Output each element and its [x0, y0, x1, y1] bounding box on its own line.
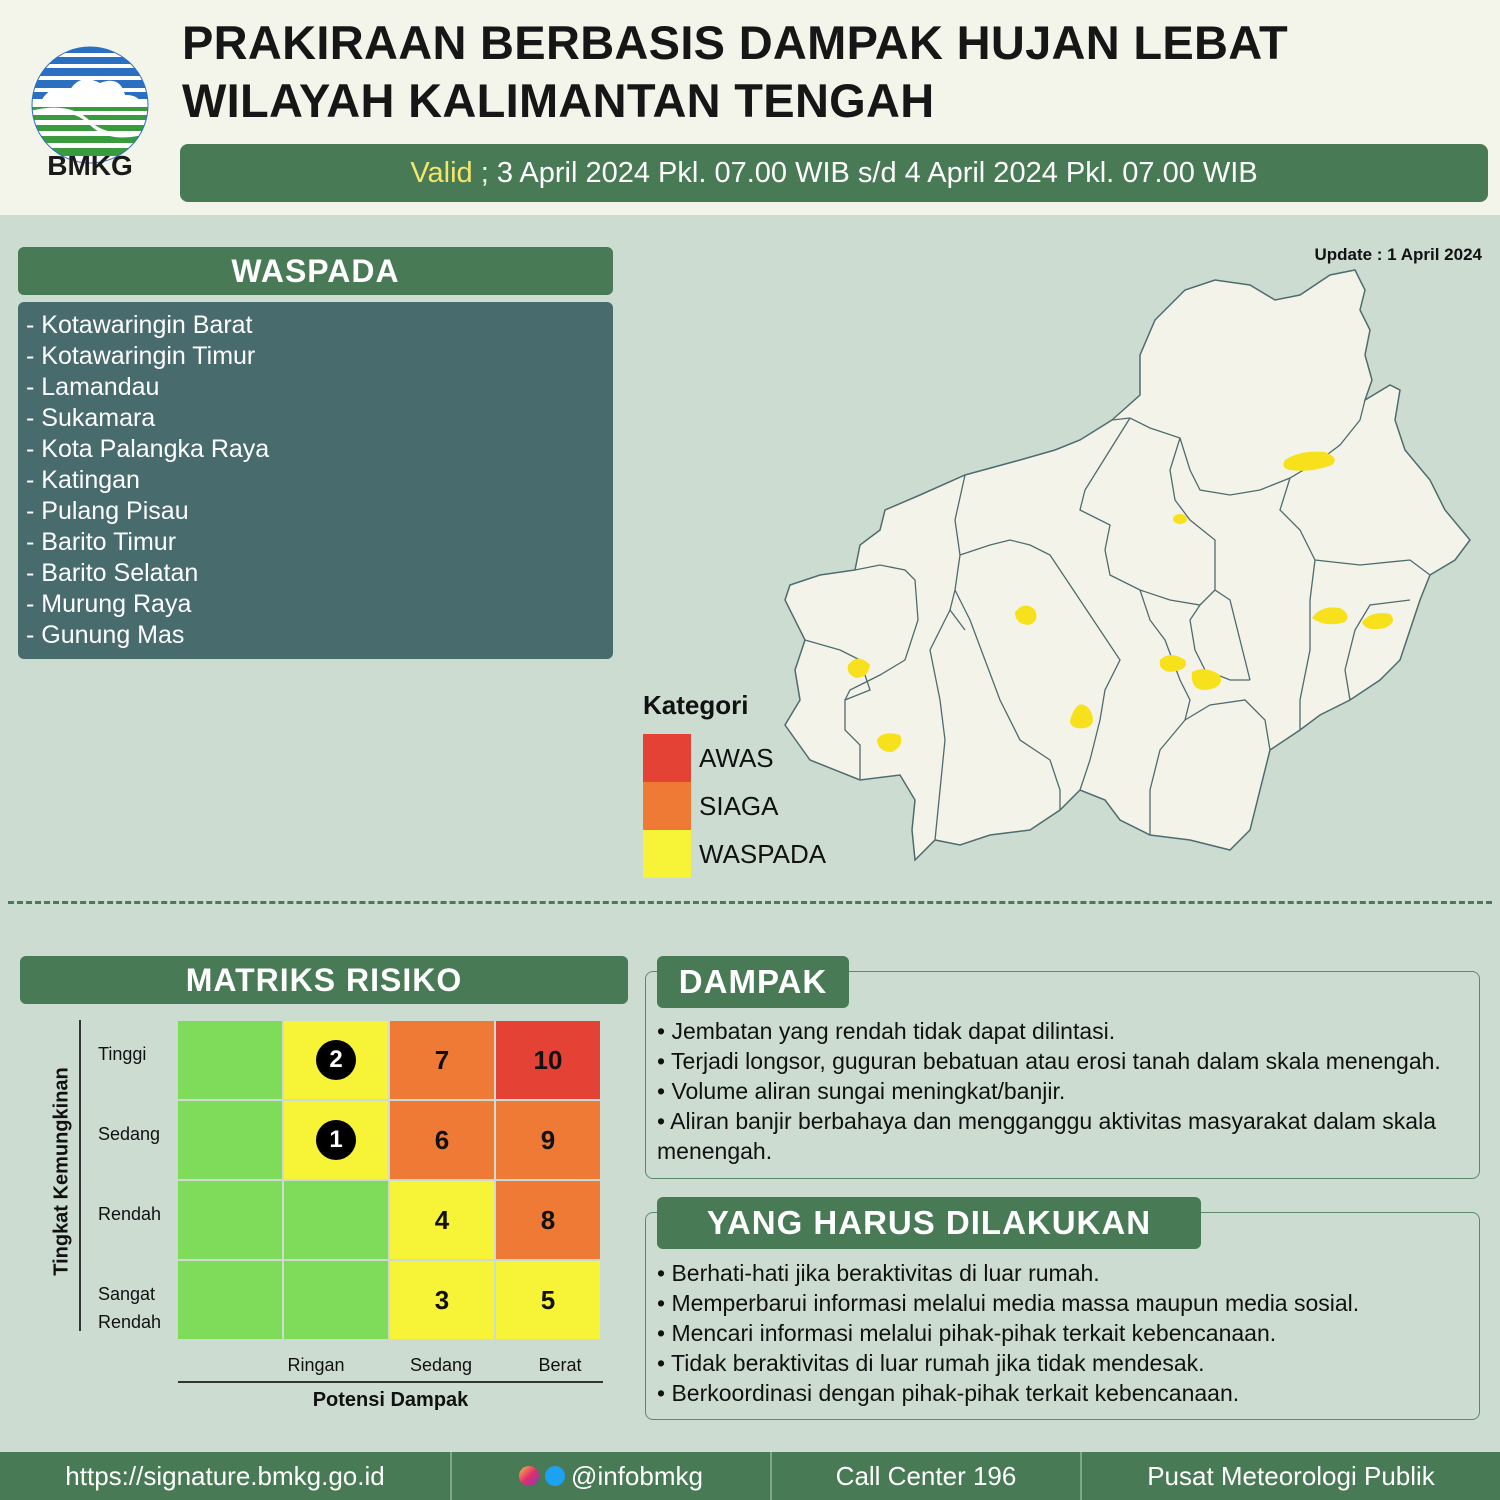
waspada-region-list	[18, 302, 613, 659]
update-date: Update : 1 April 2024	[1314, 245, 1482, 264]
row-label-rendah: Rendah	[98, 1204, 162, 1224]
matrix-cell	[284, 1261, 388, 1339]
dampak-heading: DAMPAK	[657, 956, 849, 1008]
dampak-item: • Volume aliran sungai meningkat/banjir.	[657, 1078, 1066, 1104]
twitter-icon	[545, 1466, 565, 1486]
legend-swatch-siaga	[643, 782, 691, 830]
matrix-cell: 10	[496, 1021, 600, 1099]
legend-swatch-awas	[643, 734, 691, 782]
validity-bar	[180, 144, 1488, 202]
page-title	[182, 14, 1288, 130]
dampak-item: • Aliran banjir berbahaya dan mengganggu aktivitas masyarakat dalam skala	[657, 1108, 1437, 1134]
region-item: - Gunung Mas	[26, 621, 185, 649]
y-axis-line	[79, 1020, 81, 1331]
region-item: - Kotawaringin Barat	[26, 311, 253, 339]
instagram-icon	[519, 1466, 539, 1486]
legend-label: SIAGA	[699, 791, 779, 821]
social-handle-text: @infobmkg	[571, 1461, 703, 1491]
dampak-list	[657, 1016, 1441, 1166]
waspada-heading: WASPADA	[18, 247, 613, 295]
matrix-cell: 6	[390, 1101, 494, 1179]
matrix-heading: MATRIKS RISIKO	[20, 956, 628, 1004]
region-item: - Kota Palangka Raya	[26, 435, 270, 463]
website-link[interactable]: https://signature.bmkg.go.id	[65, 1461, 385, 1491]
action-item: • Berkoordinasi dengan pihak-pihak terkait kebencanaan.	[657, 1380, 1240, 1406]
action-item: • Berhati-hati jika beraktivitas di luar rumah.	[657, 1260, 1100, 1286]
region-item: - Barito Selatan	[26, 559, 199, 587]
section-divider	[8, 901, 1492, 904]
matrix-cell	[178, 1261, 282, 1339]
matrix-cell	[178, 1101, 282, 1179]
matrix-cell	[284, 1021, 388, 1099]
actions-heading: YANG HARUS DILAKUKAN	[657, 1197, 1201, 1249]
matrix-cell: 3	[390, 1261, 494, 1339]
region-item: - Pulang Pisau	[26, 497, 189, 525]
valid-period: ; 3 April 2024 Pkl. 07.00 WIB s/d 4 April 2024 Pkl. 07.00 WIB	[472, 157, 1258, 189]
social-handle[interactable]	[452, 1452, 770, 1500]
current-risk-marker: 2	[316, 1040, 356, 1080]
title-line-1: PRAKIRAAN BERBASIS DAMPAK HUJAN LEBAT	[182, 16, 1289, 69]
current-risk-marker: 1	[316, 1120, 356, 1160]
header	[0, 0, 1500, 215]
matrix-cell: 4	[390, 1181, 494, 1259]
action-item: • Memperbarui informasi melalui media massa maupun media sosial.	[657, 1290, 1360, 1316]
region-item: - Murung Raya	[26, 590, 192, 618]
matrix-cell: 9	[496, 1101, 600, 1179]
matrix-cell	[284, 1101, 388, 1179]
row-label-line: Rendah	[98, 1312, 162, 1332]
risk-matrix-grid	[178, 1021, 603, 1341]
dampak-item: menengah.	[657, 1138, 773, 1164]
x-axis-line	[178, 1381, 603, 1383]
matrix-cell: 8	[496, 1181, 600, 1259]
row-label-tinggi: Tinggi	[98, 1044, 147, 1064]
region-item: - Barito Timur	[26, 528, 177, 556]
matrix-cell: 7	[390, 1021, 494, 1099]
legend-label: WASPADA	[699, 839, 827, 869]
col-label-berat: Berat	[538, 1355, 582, 1375]
y-axis-label: Tingkat Kemungkinan	[50, 1067, 73, 1276]
actions-list	[657, 1258, 1359, 1408]
region-item: - Kotawaringin Timur	[26, 342, 256, 370]
row-label-sedang: Sedang	[98, 1124, 161, 1144]
footer	[0, 1452, 1500, 1500]
x-axis-label: Potensi Dampak	[312, 1389, 469, 1411]
waspada-area	[1173, 514, 1187, 524]
region-item: - Katingan	[26, 466, 140, 494]
dampak-item: • Terjadi longsor, guguran bebatuan atau erosi tanah dalam skala menengah.	[657, 1048, 1441, 1074]
title-line-2: WILAYAH KALIMANTAN TENGAH	[182, 74, 935, 127]
col-label-ringan: Ringan	[287, 1355, 345, 1375]
legend-title: Kategori	[643, 690, 749, 720]
row-label-line: Sangat	[98, 1284, 156, 1304]
action-item: • Mencari informasi melalui pihak-pihak terkait kebencanaan.	[657, 1320, 1277, 1346]
legend-swatch-waspada	[643, 830, 691, 878]
legend-item-awas	[643, 734, 943, 782]
matrix-cell	[284, 1181, 388, 1259]
legend-item-waspada	[643, 830, 943, 878]
region-item: - Sukamara	[26, 404, 156, 432]
organization-name: Pusat Meteorologi Publik	[1147, 1461, 1435, 1491]
call-center: Call Center 196	[835, 1461, 1017, 1491]
row-label-sangat-rendah	[98, 1280, 161, 1336]
valid-word: Valid	[410, 157, 473, 189]
region-item: - Lamandau	[26, 373, 160, 401]
col-label-sedang: Sedang	[409, 1355, 473, 1375]
matrix-cell	[178, 1181, 282, 1259]
logo-text: BMKG	[47, 150, 133, 181]
dampak-item: • Jembatan yang rendah tidak dapat dilintasi.	[657, 1018, 1116, 1044]
matrix-cell: 5	[496, 1261, 600, 1339]
legend-item-siaga	[643, 782, 943, 830]
matrix-cell	[178, 1021, 282, 1099]
action-item: • Tidak beraktivitas di luar rumah jika tidak mendesak.	[657, 1350, 1205, 1376]
legend-label: AWAS	[699, 743, 774, 773]
